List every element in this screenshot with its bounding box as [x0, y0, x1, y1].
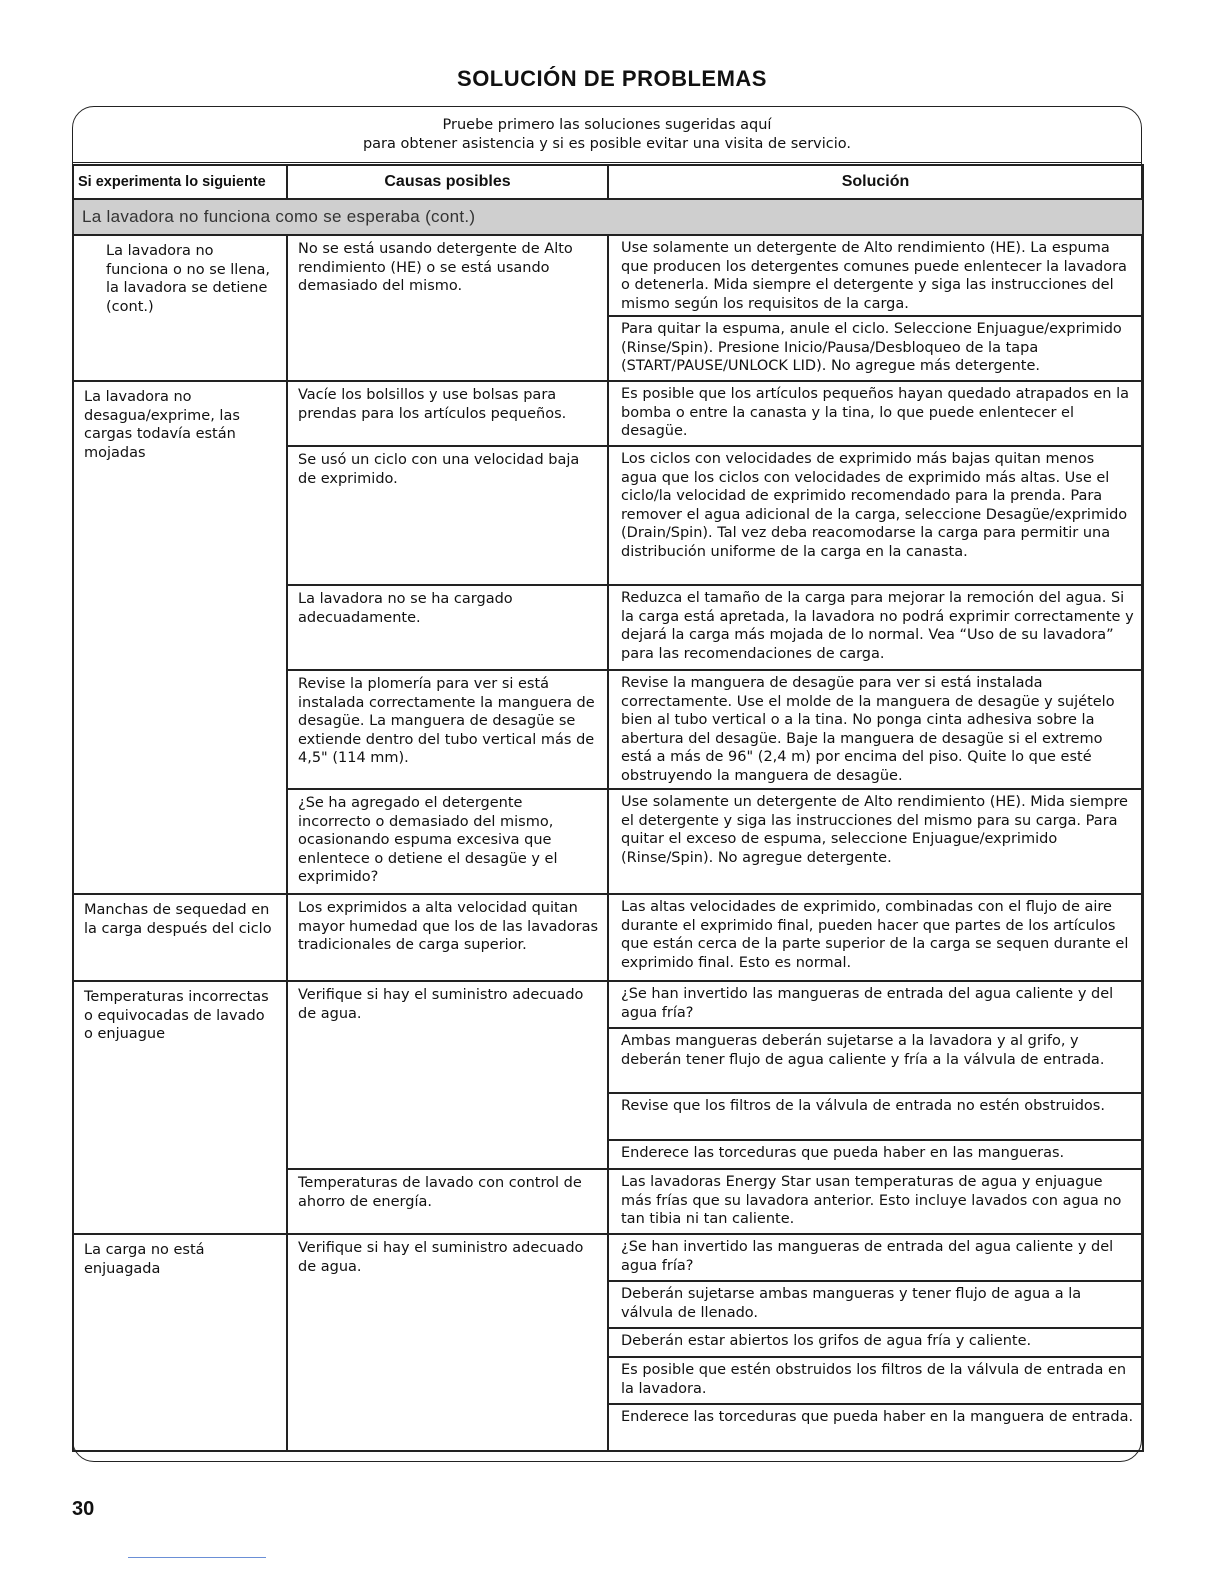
solution-cell: Enderece las torceduras que pueda haber en las mangueras. — [608, 1140, 1143, 1169]
page-number: 30 — [72, 1498, 95, 1520]
solution-cell: Los ciclos con velocidades de exprimido más bajas quitan menos agua que los ciclos con velocidades de exprimido más altas. Use el ciclo/la velocidad de exprimido recomendado para la prenda. Para remover el agua adicional de la carga, seleccione Desagüe/exprimido (Drain/Spin). Tal vez deba reacomodarse la carga para permitir una distribución uniforme de la carga en la canasta. — [608, 446, 1143, 585]
solution-cell: Es posible que estén obstruidos los filtros de la válvula de entrada en la lavadora. — [608, 1357, 1143, 1404]
solution-cell: ¿Se han invertido las mangueras de entrada del agua caliente y del agua fría? — [608, 1234, 1143, 1281]
header-symptom: Si experimenta lo siguiente — [73, 165, 287, 199]
cause-cell: Se usó un ciclo con una velocidad baja de exprimido. — [287, 446, 608, 585]
symptom-cell: La lavadora no funciona o no se llena, la lavadora se detiene (cont.) — [73, 235, 287, 381]
symptom-cell: Manchas de sequedad en la carga después del ciclo — [73, 894, 287, 981]
solution-cell: Las lavadoras Energy Star usan temperaturas de agua y enjuague más frías que su lavadora anterior. Esto incluye lavados con agua no tan tibia ni tan caliente. — [608, 1169, 1143, 1234]
table-body — [73, 199, 1143, 1451]
section-row — [73, 199, 1143, 235]
intro-text — [72, 116, 1142, 154]
cause-cell: Verifique si hay el suministro adecuado de agua. — [287, 1234, 608, 1451]
solution-cell: Revise la manguera de desagüe para ver si está instalada correctamente. Use el molde de la manguera de desagüe y sujételo bien al tubo vertical o a la tina. No ponga cinta adhesiva sobre la abertura del desagüe. Baje la manguera de desagüe si el extremo está a más de 96" (2,4 m) por encima del piso. Quite lo que esté obstruyendo la manguera de desagüe. — [608, 670, 1143, 789]
solution-cell: Revise que los filtros de la válvula de entrada no estén obstruidos. — [608, 1093, 1143, 1140]
symptom-cell: La lavadora no desagua/exprime, las cargas todavía están mojadas — [73, 381, 287, 894]
solution-cell: Use solamente un detergente de Alto rendimiento (HE). La espuma que producen los detergentes comunes puede enlentecer la lavadora o detenerla. Mida siempre el detergente y siga las instrucciones del mismo según los requisitos de la carga. — [608, 235, 1143, 316]
cause-cell: Revise la plomería para ver si está instalada correctamente la manguera de desagüe. La manguera de desagüe se extiende dentro del tubo vertical más de 4,5" (114 mm). — [287, 670, 608, 789]
footer-rule — [128, 1557, 266, 1558]
solution-cell: Deberán estar abiertos los grifos de agua fría y caliente. — [608, 1328, 1143, 1357]
cause-cell: ¿Se ha agregado el detergente incorrecto o demasiado del mismo, ocasionando espuma excesiva que enlentece o detiene el desagüe y el exprimido? — [287, 789, 608, 894]
solution-cell: Las altas velocidades de exprimido, combinadas con el flujo de aire durante el exprimido final, pueden hacer que partes de los artículos que están cerca de la parte superior de la carga se sequen durante el exprimido final. Esto es normal. — [608, 894, 1143, 981]
solution-cell: Es posible que los artículos pequeños hayan quedado atrapados en la bomba o entre la canasta y la tina, lo que puede enlentecer el desagüe. — [608, 381, 1143, 446]
symptom-cell: Temperaturas incorrectas o equivocadas de lavado o enjuague — [73, 981, 287, 1234]
table-header-row — [73, 165, 1143, 199]
cause-cell: La lavadora no se ha cargado adecuadamente. — [287, 585, 608, 670]
cause-cell: Los exprimidos a alta velocidad quitan mayor humedad que los de las lavadoras tradicionales de carga superior. — [287, 894, 608, 981]
header-cause: Causas posibles — [287, 165, 608, 199]
table-row — [73, 381, 1143, 446]
solution-cell: Ambas mangueras deberán sujetarse a la lavadora y al grifo, y deberán tener flujo de agua caliente y fría a la válvula de entrada. — [608, 1028, 1143, 1093]
cause-cell: No se está usando detergente de Alto rendimiento (HE) o se está usando demasiado del mismo. — [287, 235, 608, 381]
cause-cell: Vacíe los bolsillos y use bolsas para prendas para los artículos pequeños. — [287, 381, 608, 446]
header-solution: Solución — [608, 165, 1143, 199]
solution-cell: Reduzca el tamaño de la carga para mejorar la remoción del agua. Si la carga está apretada, la lavadora no podrá exprimir correctamente y dejará la carga más mojada de lo normal. Vea “Uso de su lavadora” para las recomendaciones de carga. — [608, 585, 1143, 670]
solution-cell: Para quitar la espuma, anule el ciclo. Seleccione Enjuague/exprimido (Rinse/Spin). Presione Inicio/Pausa/Desbloqueo de la tapa (START/PAUSE/UNLOCK LID). No agregue más detergente. — [608, 316, 1143, 381]
page-title: SOLUCIÓN DE PROBLEMAS — [457, 66, 767, 91]
intro-line-1: Pruebe primero las soluciones sugeridas aquí — [442, 117, 772, 133]
cause-cell: Verifique si hay el suministro adecuado de agua. — [287, 981, 608, 1169]
symptom-cell: La carga no está enjuagada — [73, 1234, 287, 1451]
table-row — [73, 1234, 1143, 1281]
table-row — [73, 235, 1143, 316]
solution-cell: ¿Se han invertido las mangueras de entrada del agua caliente y del agua fría? — [608, 981, 1143, 1028]
solution-cell: Deberán sujetarse ambas mangueras y tener flujo de agua a la válvula de llenado. — [608, 1281, 1143, 1328]
cause-cell: Temperaturas de lavado con control de ahorro de energía. — [287, 1169, 608, 1234]
troubleshooting-table — [72, 164, 1144, 1452]
solution-cell: Enderece las torceduras que pueda haber en la manguera de entrada. — [608, 1404, 1143, 1451]
section-title: La lavadora no funciona como se esperaba (cont.) — [73, 199, 1143, 235]
table-row — [73, 981, 1143, 1028]
solution-cell: Use solamente un detergente de Alto rendimiento (HE). Mida siempre el detergente y siga las instrucciones del mismo para su carga. Para quitar el exceso de espuma, seleccione Enjuague/exprimido (Rinse/Spin). No agregue detergente. — [608, 789, 1143, 894]
intro-line-2: para obtener asistencia y si es posible evitar una visita de servicio. — [362, 136, 852, 152]
intro-divider — [72, 162, 1142, 163]
table-row — [73, 894, 1143, 981]
